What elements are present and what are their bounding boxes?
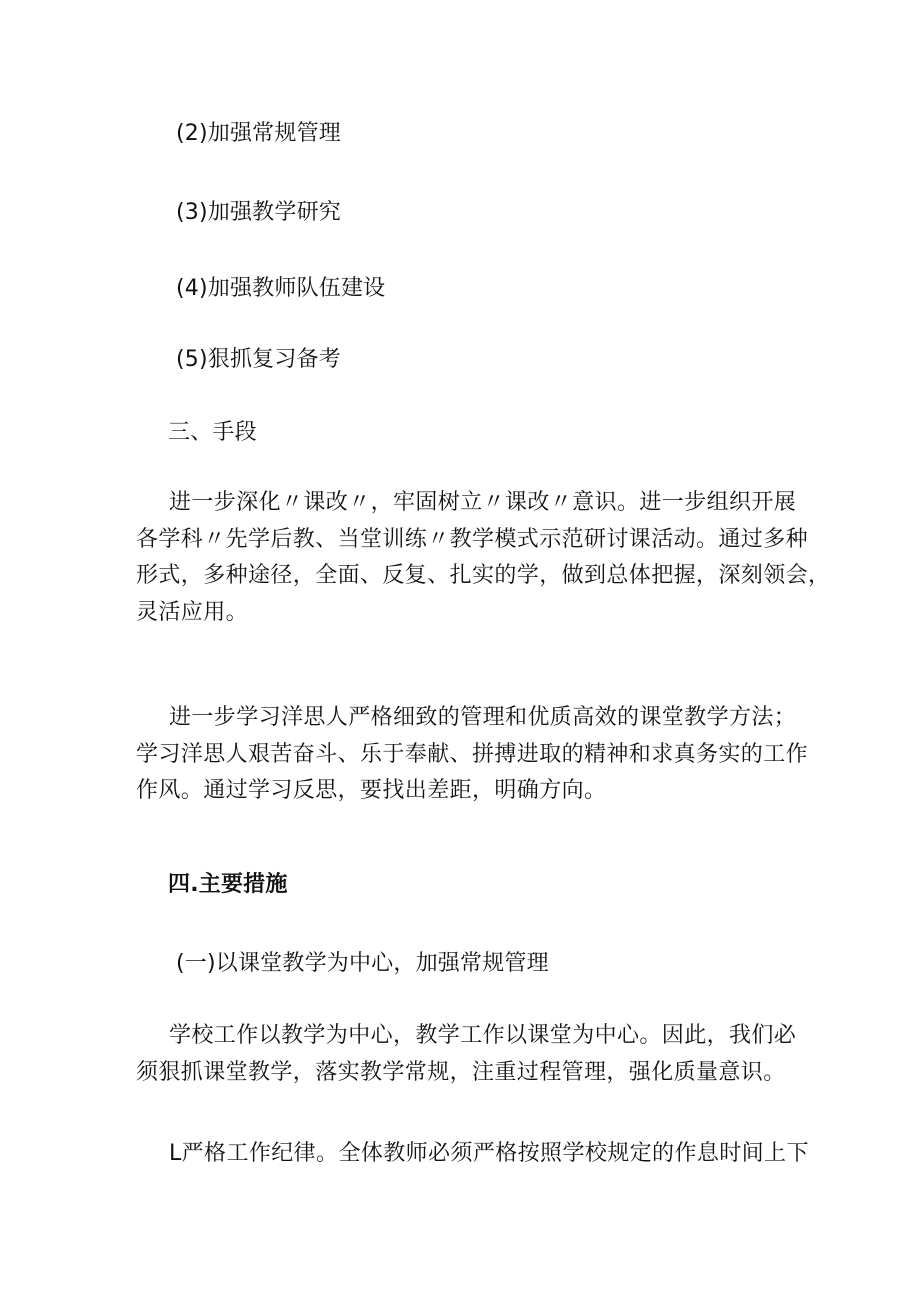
paragraph-line: 须狠抓课堂教学，落实教学常规，注重过程管理，强化质量意识。 — [136, 1059, 786, 1085]
section-3-paragraph-1 — [136, 485, 831, 631]
section-3-paragraph-2 — [136, 700, 809, 810]
paragraph-line: 学校工作以教学为中心，教学工作以课堂为中心。因此，我们必 — [169, 1023, 797, 1048]
list-item-3: (3)加强教学研究 — [176, 200, 341, 225]
section-3-title: 三、手段 — [168, 420, 257, 445]
list-item-2: (2)加强常规管理 — [176, 121, 341, 146]
paragraph-line: 形式，多种途径，全面、反复、扎实的学，做到总体把握，深刻领会， — [136, 563, 831, 588]
paragraph-line: L严格工作纪律。全体教师必须严格按照学校规定的作息时间上下 — [169, 1141, 809, 1166]
paragraph-line: 进一步深化〃课改〃，牢固树立〃课改〃意识。进一步组织开展 — [169, 490, 797, 515]
section-4-paragraph-1 — [136, 1018, 797, 1091]
section-4-paragraph-2 — [136, 1136, 809, 1173]
paragraph-line: 进一步学习洋思人严格细致的管理和优质高效的课堂教学方法； — [169, 705, 797, 730]
list-item-4: (4)加强教师队伍建设 — [176, 276, 386, 301]
paragraph-line: 各学科〃先学后教、当堂训练〃教学模式示范研讨课活动。通过多种 — [136, 526, 809, 552]
paragraph-line: 学习洋思人艰苦奋斗、乐于奉献、拼搏进取的精神和求真务实的工作 — [136, 741, 809, 767]
section-4-title: 四.主要措施 — [168, 872, 288, 897]
paragraph-line: 灵活应用。 — [136, 599, 249, 625]
section-4-subtitle: (一)以课堂教学为中心，加强常规管理 — [176, 951, 549, 976]
paragraph-line: 作风。通过学习反思，要找出差距，明确方向。 — [136, 778, 607, 803]
list-item-5: (5)狠抓复习备考 — [176, 347, 341, 372]
